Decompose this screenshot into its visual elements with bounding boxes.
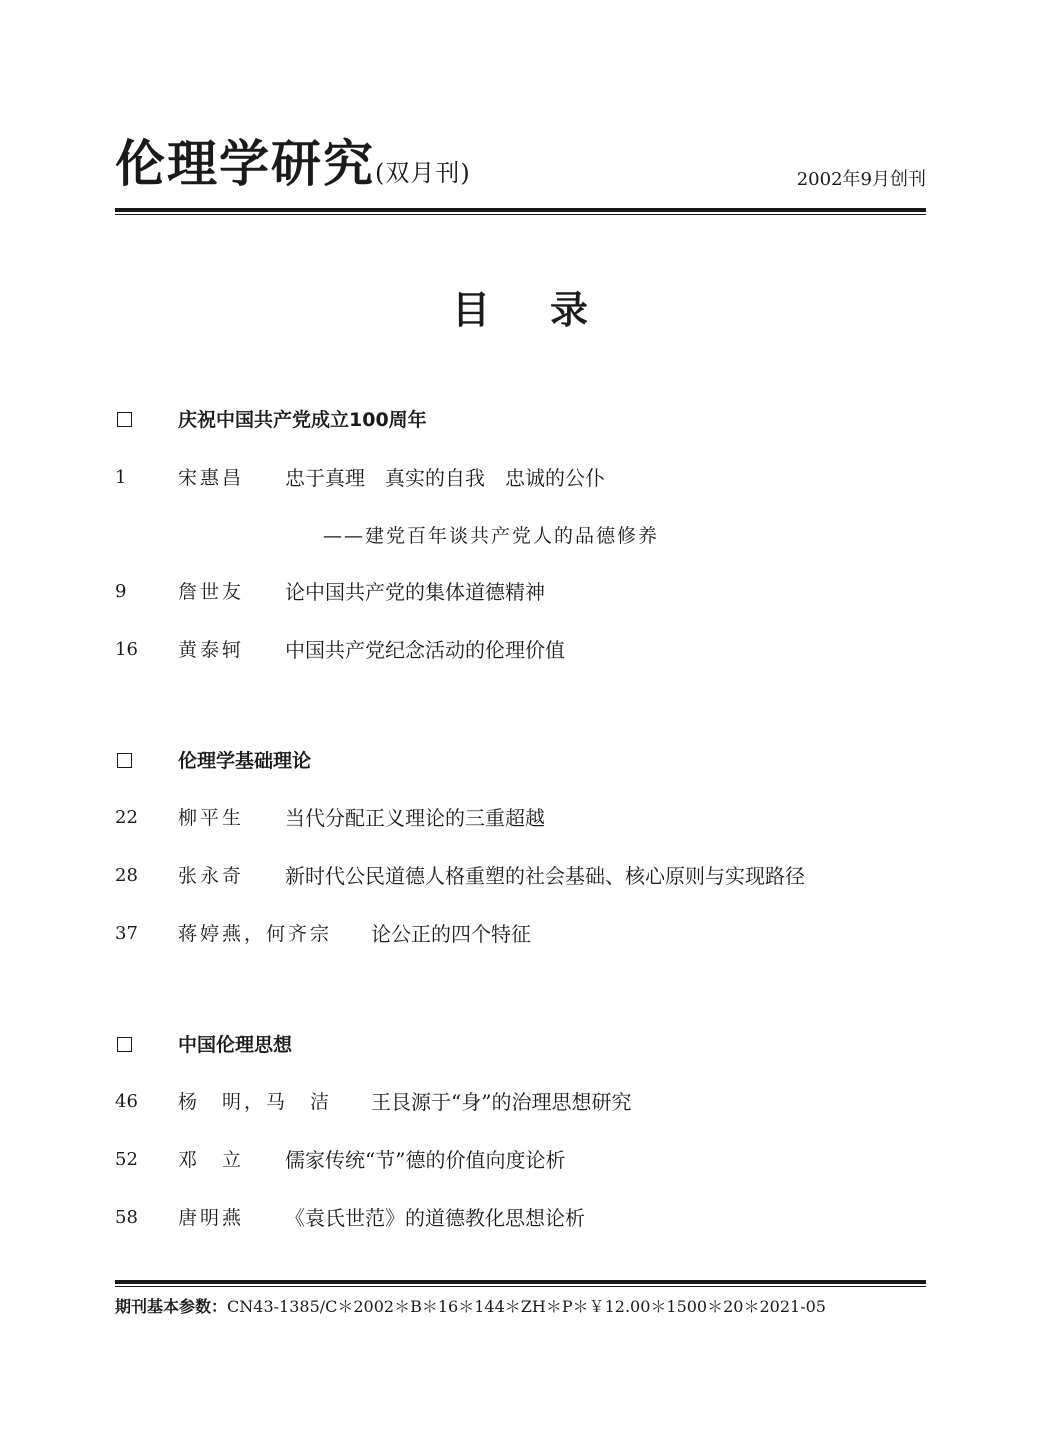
journal-frequency: (双月刊) xyxy=(375,159,471,187)
author: 张永奇 xyxy=(178,865,245,887)
header-rule-thin xyxy=(115,214,926,215)
article-title: 儒家传统“节”德的价值向度论析 xyxy=(285,1148,566,1172)
journal-name: 伦理学研究 xyxy=(115,134,375,193)
article-title: 中国共产党纪念活动的伦理价值 xyxy=(285,638,565,662)
checkbox-icon xyxy=(117,1037,132,1052)
toc-entry[interactable] xyxy=(115,1204,926,1234)
section-title: 中国伦理思想 xyxy=(178,1034,293,1056)
toc-entry[interactable] xyxy=(115,862,926,892)
toc-entry[interactable] xyxy=(115,920,926,950)
section-title: 庆祝中国共产党成立100周年 xyxy=(178,409,427,431)
parameters-label: 期刊基本参数： xyxy=(115,1297,228,1316)
article-title: 论中国共产党的集体道德精神 xyxy=(285,580,545,604)
author: 杨 明，马 洁 xyxy=(178,1091,333,1113)
checkbox-icon xyxy=(117,412,132,427)
page-number: 28 xyxy=(115,865,138,886)
article-subtitle: ——建党百年谈共产党人的品德修养 xyxy=(323,525,660,547)
author: 黄泰轲 xyxy=(178,639,245,661)
toc-entry[interactable] xyxy=(115,804,926,834)
article-title: 忠于真理 真实的自我 忠诚的公仆 xyxy=(285,466,605,490)
author: 柳平生 xyxy=(178,807,245,829)
page-number: 58 xyxy=(115,1207,138,1228)
journal-parameters xyxy=(115,1294,826,1320)
article-title: 论公正的四个特征 xyxy=(371,922,531,946)
author: 唐明燕 xyxy=(178,1207,245,1229)
header-rule-thick xyxy=(115,208,926,212)
toc-entry[interactable] xyxy=(115,578,926,608)
article-title: 王艮源于“身”的治理思想研究 xyxy=(371,1090,632,1114)
toc-heading: 目录 xyxy=(451,288,648,332)
founded-date: 2002年9月创刊 xyxy=(796,169,926,190)
page-number: 22 xyxy=(115,807,138,828)
article-title: 《袁氏世范》的道德教化思想论析 xyxy=(285,1206,585,1230)
article-title: 当代分配正义理论的三重超越 xyxy=(285,806,545,830)
toc-entry[interactable] xyxy=(115,464,926,494)
page-number: 16 xyxy=(115,639,138,660)
author: 邓 立 xyxy=(178,1149,245,1171)
footer-rule-thick xyxy=(115,1280,926,1284)
masthead xyxy=(115,130,926,198)
page-number: 1 xyxy=(115,467,127,488)
footer-rule-thin xyxy=(115,1286,926,1287)
page-number: 9 xyxy=(115,581,127,602)
article-title: 新时代公民道德人格重塑的社会基础、核心原则与实现路径 xyxy=(285,864,805,888)
page-number: 46 xyxy=(115,1091,138,1112)
journal-title xyxy=(115,130,471,207)
page-number: 37 xyxy=(115,923,138,944)
toc-entry[interactable] xyxy=(115,636,926,666)
toc-entry[interactable] xyxy=(115,1088,926,1118)
toc-entry[interactable] xyxy=(115,1146,926,1176)
checkbox-icon xyxy=(117,753,132,768)
author: 蒋婷燕，何齐宗 xyxy=(178,923,333,945)
author: 宋惠昌 xyxy=(178,467,245,489)
parameters-value: CN43-1385/C＊2002＊B＊16＊144＊ZH＊P＊￥12.00＊1500＊20＊2021-05 xyxy=(227,1297,826,1316)
section-title: 伦理学基础理论 xyxy=(178,750,312,772)
page-number: 52 xyxy=(115,1149,138,1170)
author: 詹世友 xyxy=(178,581,245,603)
